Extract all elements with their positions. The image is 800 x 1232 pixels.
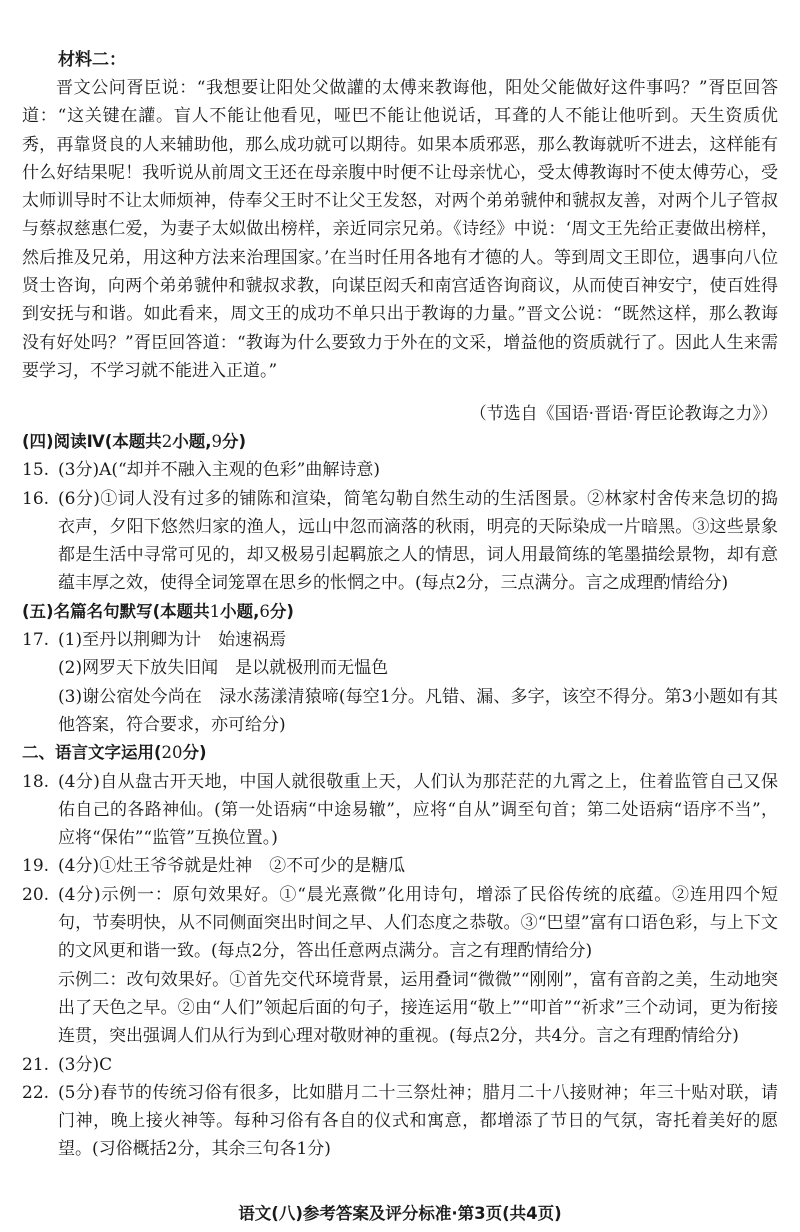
part2-heading: [22, 739, 778, 767]
part2-title: 二、语言文字运用(: [22, 743, 162, 763]
q15-number: 15.: [22, 460, 50, 481]
q20-example-1: (4分)示例一：原句效果好。①“晨光熹微”化用诗句，增添了民俗传统的底蕴。②连用四个短句，节奏明快，从不同侧面突出时间之早、人们态度之恭敬。③“巴望”富有口语色彩，与上下文的文风更和谐一致。(每点2分，答出任意两点满分。言之有理酌情给分): [58, 884, 778, 962]
q21-number: 21.: [22, 1054, 50, 1075]
material-paragraph: 晋文公问胥臣说：“我想要让阳处父做讙的太傅来教诲他，阳处父能做好这件事吗？”胥臣回答道：“这关键在讙。盲人不能让他看见，哑巴不能让他说话，耳聋的人不能让他听到。天生资质优秀，再靠贤良的人来辅助他，那么成功就可以期待。如果本质邪恶，那么教诲就听不进去，这样能有什么好结果呢！我听说从前周文王还在母亲腹中时便不让母亲忧心，受太傅教诲时不使太傅劳心，受太师训导时不让太师烦神，侍奉父王时不让父王发怒，对两个弟弟虢仲和虢叔友善，对两个儿子管叔与蔡叔慈惠仁爱，为妻子太姒做出榜样，亲近同宗兄弟。《诗经》中说：‘周文王先给正妻做出榜样，然后推及兄弟，用这种方法来治理国家。’在当时任用各地有才德的人。等到周文王即位，遇事向八位贤士咨询，向两个弟弟虢仲和虢叔求教，向谋臣闳夭和南宫适咨询商议，从而使百神安宁，使百姓得到安抚与和谐。如此看来，周文王的成功不单只出于教诲的力量。”晋文公说：“既然这样，那么教诲没有好处吗？”胥臣回答道：“教诲为什么要致力于外在的文采，增益他的资质就行了。因此人生来需要学习，不学习就不能进入正道。”: [22, 78, 778, 381]
q16-answer: (6分)①词人没有过多的铺陈和渲染，简笔勾勒自然生动的生活图景。②林家村舍传来急切的捣衣声，夕阳下悠然归家的渔人，远山中忽而滴落的秋雨，明亮的天际染成一片暗黑。③这些景象都是生活中寻常可见的，却又极易引起羁旅之人的情思，词人用最简练的笔墨描绘景物，却有意蕴丰厚之效，使得全词笼罩在思乡的怅惘之中。(每点2分，三点满分。言之成理酌情给分): [58, 488, 778, 594]
section4-heading: [22, 428, 778, 456]
question-18: [22, 768, 778, 853]
section5-title-end: 分): [269, 601, 294, 621]
q16-number: 16.: [22, 488, 50, 509]
q21-answer: (3分)C: [58, 1054, 113, 1075]
q18-number: 18.: [22, 771, 50, 792]
question-17: [22, 626, 778, 739]
part2-title-end: 分): [182, 743, 207, 763]
section5-score: 6: [259, 601, 270, 621]
q17-sub-3: (3)谢公宿处今尚在 渌水荡漾清猿啼(每空1分。凡错、漏、多字，该空不得分。第3小题如有其他答案，符合要求，亦可给分): [58, 686, 778, 735]
q18-answer: (4分)自从盘古开天地，中国人就很敬重上天，人们认为那茫茫的九霄之上，住着监管自己又保佑自己的各路神仙。(第一处语病“中途易辙”，应将“自从”调至句首；第二处语病“语序不当”，应将“保佑”“监管”互换位置。): [58, 771, 778, 849]
q20-number: 20.: [22, 884, 50, 905]
question-20: [22, 881, 778, 1051]
section5-title-mid: 小题,: [220, 601, 260, 621]
question-22: [22, 1079, 778, 1164]
page-footer: 语文(八)参考答案及评分标准·第3页(共4页): [238, 1204, 562, 1223]
section5-heading: [22, 598, 778, 626]
question-15: [22, 456, 778, 484]
material-source: （节选自《国语·晋语·胥臣论教诲之力》）: [469, 404, 778, 424]
section5-count: 1: [209, 601, 221, 621]
q22-number: 22.: [22, 1082, 50, 1103]
q17-number: 17.: [22, 630, 50, 651]
q17-answers: [58, 626, 778, 739]
material-title: 材料二：: [58, 50, 126, 70]
section4-title-end: 分): [222, 432, 247, 451]
question-21: [22, 1051, 778, 1079]
section4-score: 9: [211, 432, 223, 451]
q17-sub-1: (1)至丹以荆卿为计 始速祸焉: [58, 630, 287, 651]
section4-title: (四)阅读Ⅳ(本题共: [22, 432, 162, 451]
q20-answers: [58, 881, 778, 1051]
answers-block: [22, 428, 778, 1164]
section5-title: (五)名篇名句默写(本题共: [22, 601, 210, 621]
part2-score: 20: [161, 743, 183, 763]
q17-sub-2: (2)网罗天下放失旧闻 是以就极刑而无愠色: [58, 658, 389, 679]
section4-count: 2: [161, 432, 173, 451]
q19-answer: (4分)①灶王爷爷就是灶神 ②不可少的是糖瓜: [58, 856, 406, 877]
section4-title-mid: 小题,: [172, 432, 212, 451]
question-16: [22, 485, 778, 598]
q20-example-2: 示例二：改句效果好。①首先交代环境背景，运用叠词“微微”“刚刚”，富有音韵之美，生动地突出了天色之早。②由“人们”领起后面的句子，接连运用“敬上”“叩首”“祈求”三个动词，更为衔接连贯，突出强调人们从行为到心理对敬财神的重视。(每点2分，共4分。言之有理酌情给分): [58, 969, 778, 1047]
material-paragraph-block: [22, 74, 778, 385]
q15-answer: (3分)A(“却并不融入主观的色彩”曲解诗意): [58, 460, 381, 481]
q22-answer: (5分)春节的传统习俗有很多，比如腊月二十三祭灶神；腊月二十八接财神；年三十贴对联，请门神，晚上接火神等。每种习俗有各自的仪式和寓意，都增添了节日的气氛，寄托着美好的愿望。(习俗概括2分，其余三句各1分): [58, 1082, 778, 1160]
q19-number: 19.: [22, 856, 50, 877]
question-19: [22, 852, 778, 880]
